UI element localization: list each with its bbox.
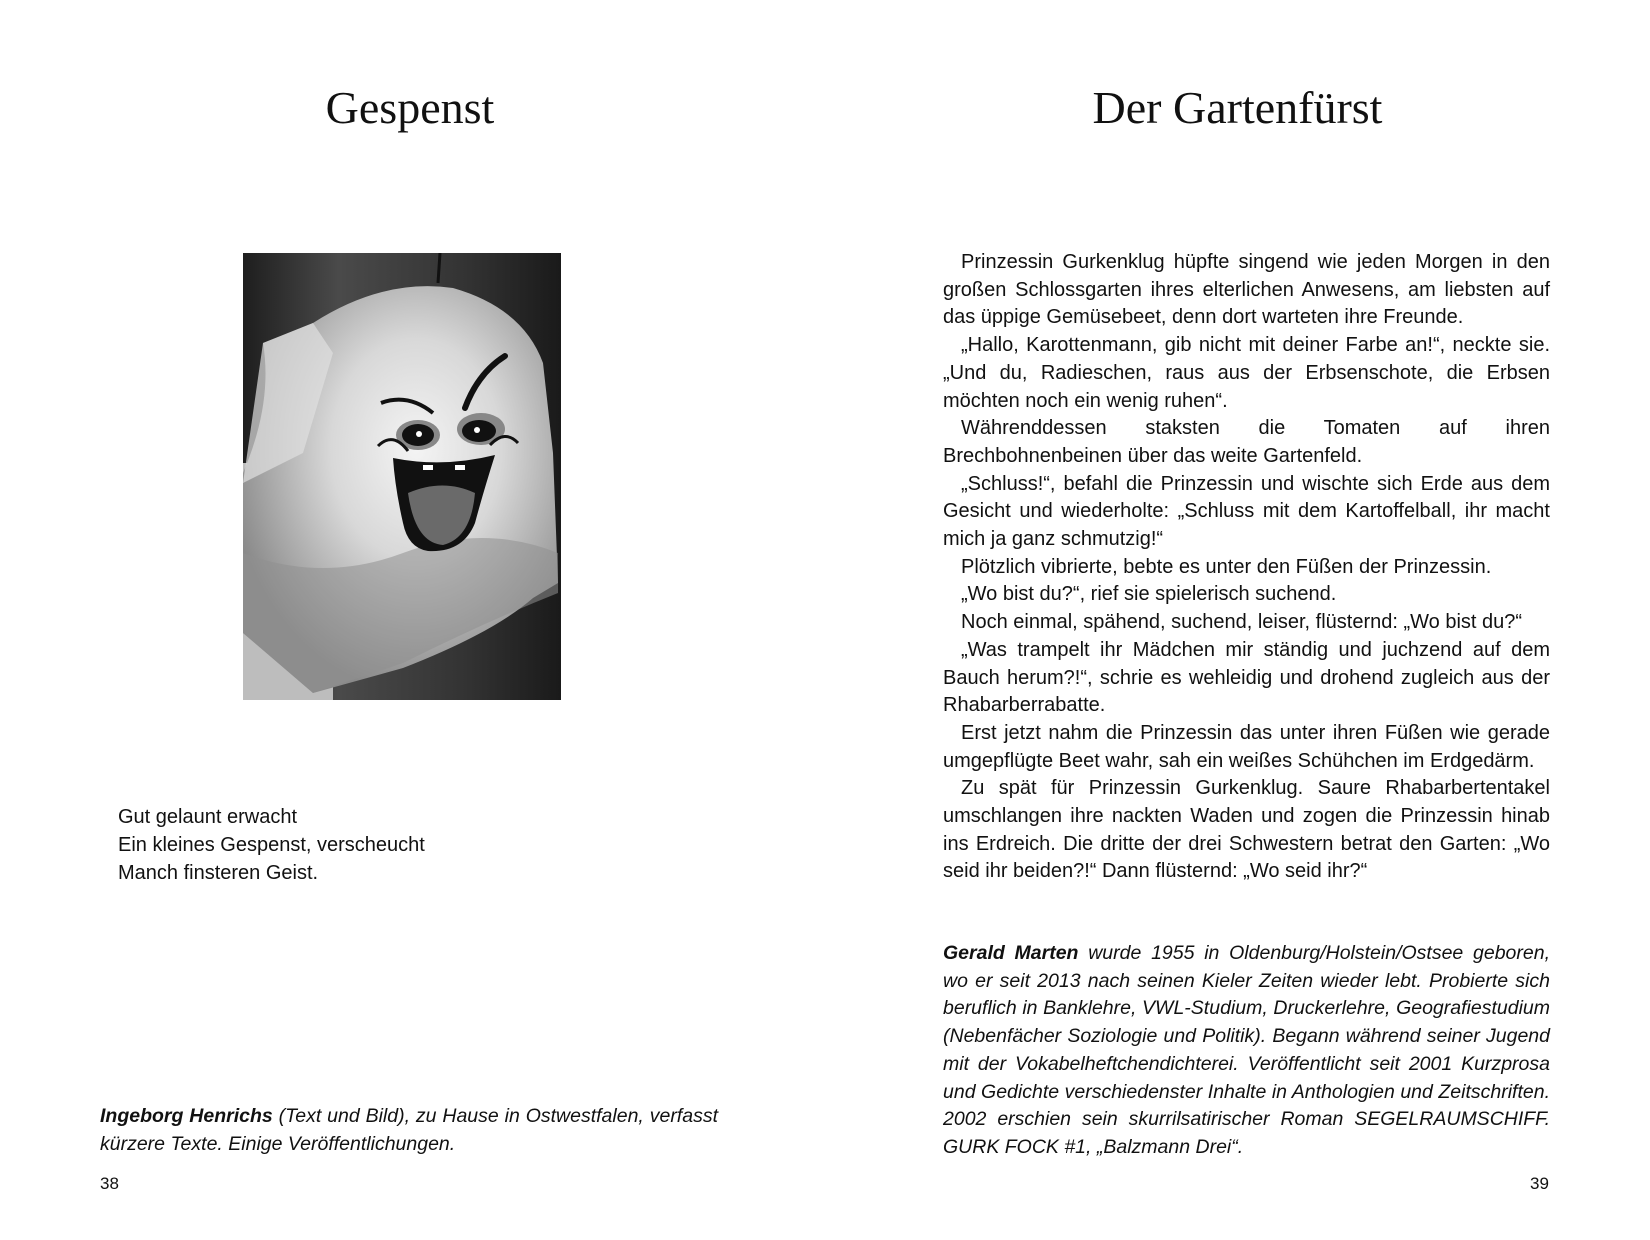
story-paragraph: Währenddessen staksten die Tomaten auf ihren Brechbohnenbeinen über das weite Gartenfeld. [943,417,1550,467]
ghost-illustration [243,253,561,700]
story-paragraph: Zu spät für Prinzessin Gurkenklug. Saure Rhabarbertentakel umschlangen ihre nackten Waden und zogen die Prinzessin hinab ins Erdreich. Die dritte der drei Schwestern betrat den Garten: „Wo seid ihr beiden?!“ Dann flüsternd: „Wo seid ihr?“ [943,777,1550,883]
poem-line: Ein kleines Gespenst, verscheucht [118,834,425,856]
poem-line: Gut gelaunt erwacht [118,806,297,828]
story-paragraph: „Was trampelt ihr Mädchen mir ständig und juchzend auf dem Bauch herum?!“, schrie es wehleidig und drohend zugleich aus der Rhabarberrabatte. [943,638,1550,717]
poem-line: Manch finsteren Geist. [118,862,319,884]
story-text [943,249,1550,886]
author-bio-text: (Text und Bild), zu Hause in Ostwestfalen, verfasst kürzere Texte. Einige Veröffentlichungen. [100,1105,718,1155]
page-number: 39 [1530,1174,1549,1193]
story-paragraph: Erst jetzt nahm die Prinzessin das unter ihren Füßen wie gerade umgepflügte Beet wahr, sah ein weißes Schühchen im Erdgedärm. [943,721,1550,772]
story-paragraph: „Schluss!“, befahl die Prinzessin und wischte sich Erde aus dem Gesicht und wiederholte: „Schluss mit dem Kartoffelball, ihr macht mich ja ganz schmutzig!“ [943,472,1550,551]
author-bio [943,940,1550,1162]
story-title: Der Gartenfürst [1092,82,1383,133]
author-name: Ingeborg Henrichs [100,1105,273,1127]
ghost-photo [243,253,561,700]
author-bio-text: wurde 1955 in Oldenburg/Holstein/Ostsee geboren, wo er seit 2013 nach seinen Kieler Zeiten wieder lebt. Probierte sich beruflich in Banklehre, VWL-Studium, Druckerlehre, Geografiestudium (Nebenfächer Soziologie und Politik). Begann während seiner Jugend mit der Vokabelheftchendichterei. Veröffentlicht seit 2001 Kurzprosa und Gedichte verschiedenster Inhalte in Anthologien und Zeitschriften. 2002 erschien sein skurrilsatirischer Roman SEGELRAUMSCHIFF. GURK FOCK #1, „Balzmann Drei“. [943,942,1550,1158]
right-page [825,0,1650,1240]
page-number: 38 [100,1174,119,1193]
story-paragraph: „Hallo, Karottenmann, gib nicht mit deiner Farbe an!“, neckte sie. „Und du, Radieschen, raus aus der Erbsenschote, die Erbsen möchten noch ein wenig ruhen“. [943,334,1550,412]
poem-title: Gespenst [325,82,495,133]
story-paragraph: Noch einmal, spähend, suchend, leiser, flüsternd: „Wo bist du?“ [961,611,1523,634]
haiku-poem [118,803,425,887]
author-bio [100,1103,718,1158]
story-paragraph: Prinzessin Gurkenklug hüpfte singend wie jeden Morgen in den großen Schlossgarten ihres elterlichen Anwesens, am liebsten auf das üppige Gemüsebeet, denn dort warteten ihre Freunde. [943,251,1550,329]
author-name: Gerald Marten [943,942,1079,964]
story-paragraph: Plötzlich vibrierte, bebte es unter den Füßen der Prinzessin. [961,555,1492,578]
story-paragraph: „Wo bist du?“, rief sie spielerisch suchend. [961,583,1337,606]
